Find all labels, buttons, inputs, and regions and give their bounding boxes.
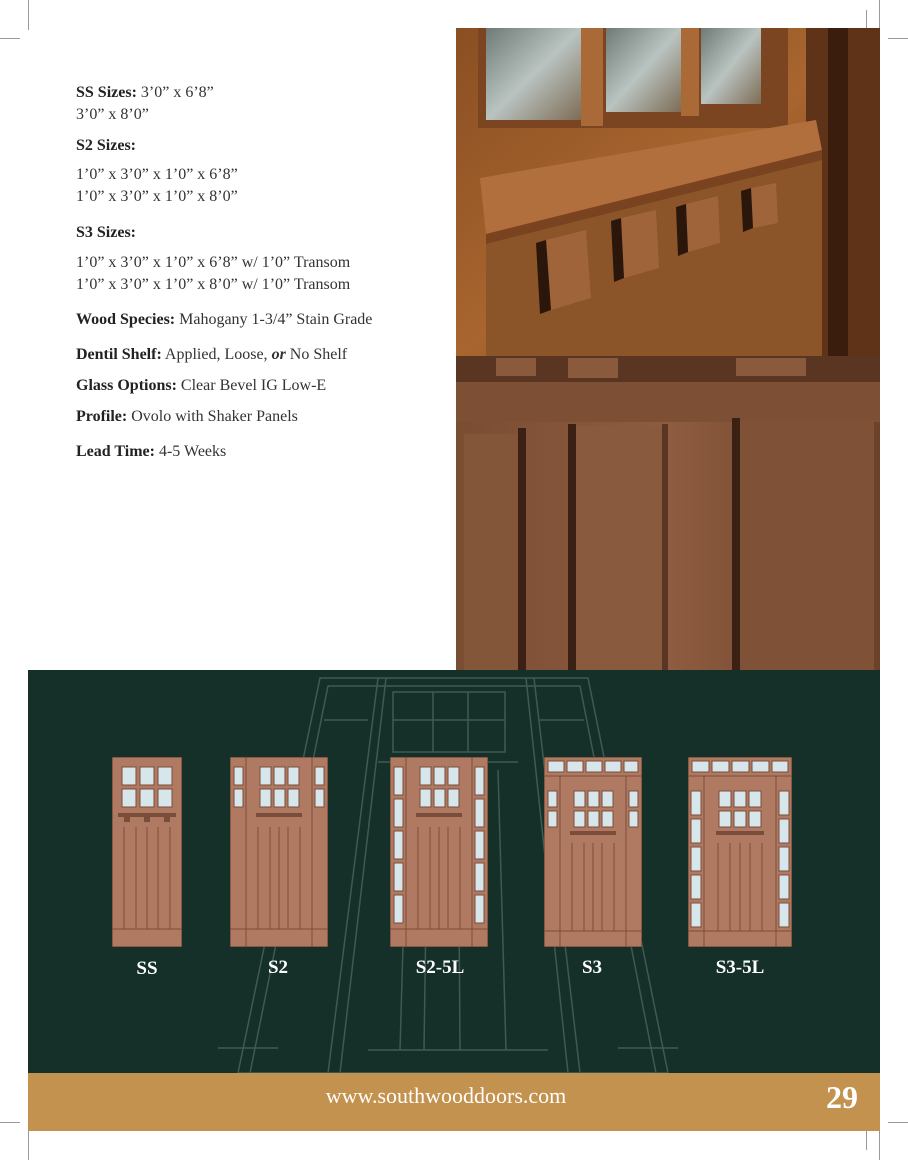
crop-mark <box>0 1122 20 1123</box>
door-s2-5l-icon <box>390 757 488 947</box>
crop-mark <box>866 1130 867 1150</box>
s3-size-1: 1’0” x 3’0” x 1’0” x 6’8” w/ 1’0” Transom <box>76 254 351 271</box>
s2-sizes-label: S2 Sizes: <box>76 137 136 154</box>
wood-species-value: Mahogany 1-3/4” Stain Grade <box>179 311 373 328</box>
crop-mark <box>866 10 867 30</box>
ss-size-2: 3’0” x 8’0” <box>76 106 149 123</box>
crop-mark <box>0 38 20 39</box>
crop-mark <box>888 1122 908 1123</box>
lead-time-label: Lead Time: <box>76 443 155 460</box>
door-s3-label: S3 <box>581 957 603 978</box>
wood-species-label: Wood Species: <box>76 311 176 328</box>
crop-mark <box>888 38 908 39</box>
crop-mark <box>879 0 880 30</box>
door-s2-5l-label: S2-5L <box>415 957 465 978</box>
s3-sizes-label: S3 Sizes: <box>76 224 136 241</box>
ss-size-1: 3’0” x 6’8” <box>140 84 214 101</box>
crop-mark <box>879 1130 880 1160</box>
door-s3-5l-label: S3-5L <box>715 957 765 978</box>
website-url[interactable]: www.southwooddoors.com <box>325 1083 567 1108</box>
dentil-shelf-label: Dentil Shelf: <box>76 346 162 363</box>
lead-time-value: 4-5 Weeks <box>158 443 227 460</box>
door-s3-5l-icon <box>688 757 792 947</box>
dentil-shelf-value-a: Applied, Loose, <box>164 346 268 363</box>
door-s2-label: S2 <box>267 957 289 978</box>
crop-mark <box>28 1130 29 1160</box>
door-s3-icon <box>544 757 642 947</box>
door-styles-band <box>28 670 880 1073</box>
profile-label: Profile: <box>76 408 128 425</box>
s2-size-2: 1’0” x 3’0” x 1’0” x 8’0” <box>76 188 238 205</box>
s3-size-2: 1’0” x 3’0” x 1’0” x 8’0” w/ 1’0” Transom <box>76 276 351 293</box>
door-detail-photo <box>456 28 880 670</box>
profile-value: Ovolo with Shaker Panels <box>131 408 298 425</box>
glass-options-value: Clear Bevel IG Low-E <box>180 377 327 394</box>
glass-options-label: Glass Options: <box>76 377 177 394</box>
page-number: 29 <box>826 1079 858 1115</box>
door-s2-icon <box>230 757 328 947</box>
dentil-shelf-or: or <box>271 346 286 363</box>
door-ss-icon <box>112 757 182 947</box>
crop-mark <box>28 0 29 30</box>
page-footer <box>28 1073 880 1131</box>
door-ss-label: SS <box>136 958 158 979</box>
s2-size-1: 1’0” x 3’0” x 1’0” x 6’8” <box>76 166 238 183</box>
dentil-shelf-value-b: No Shelf <box>289 346 348 363</box>
ss-sizes-label: SS Sizes: <box>76 84 137 101</box>
